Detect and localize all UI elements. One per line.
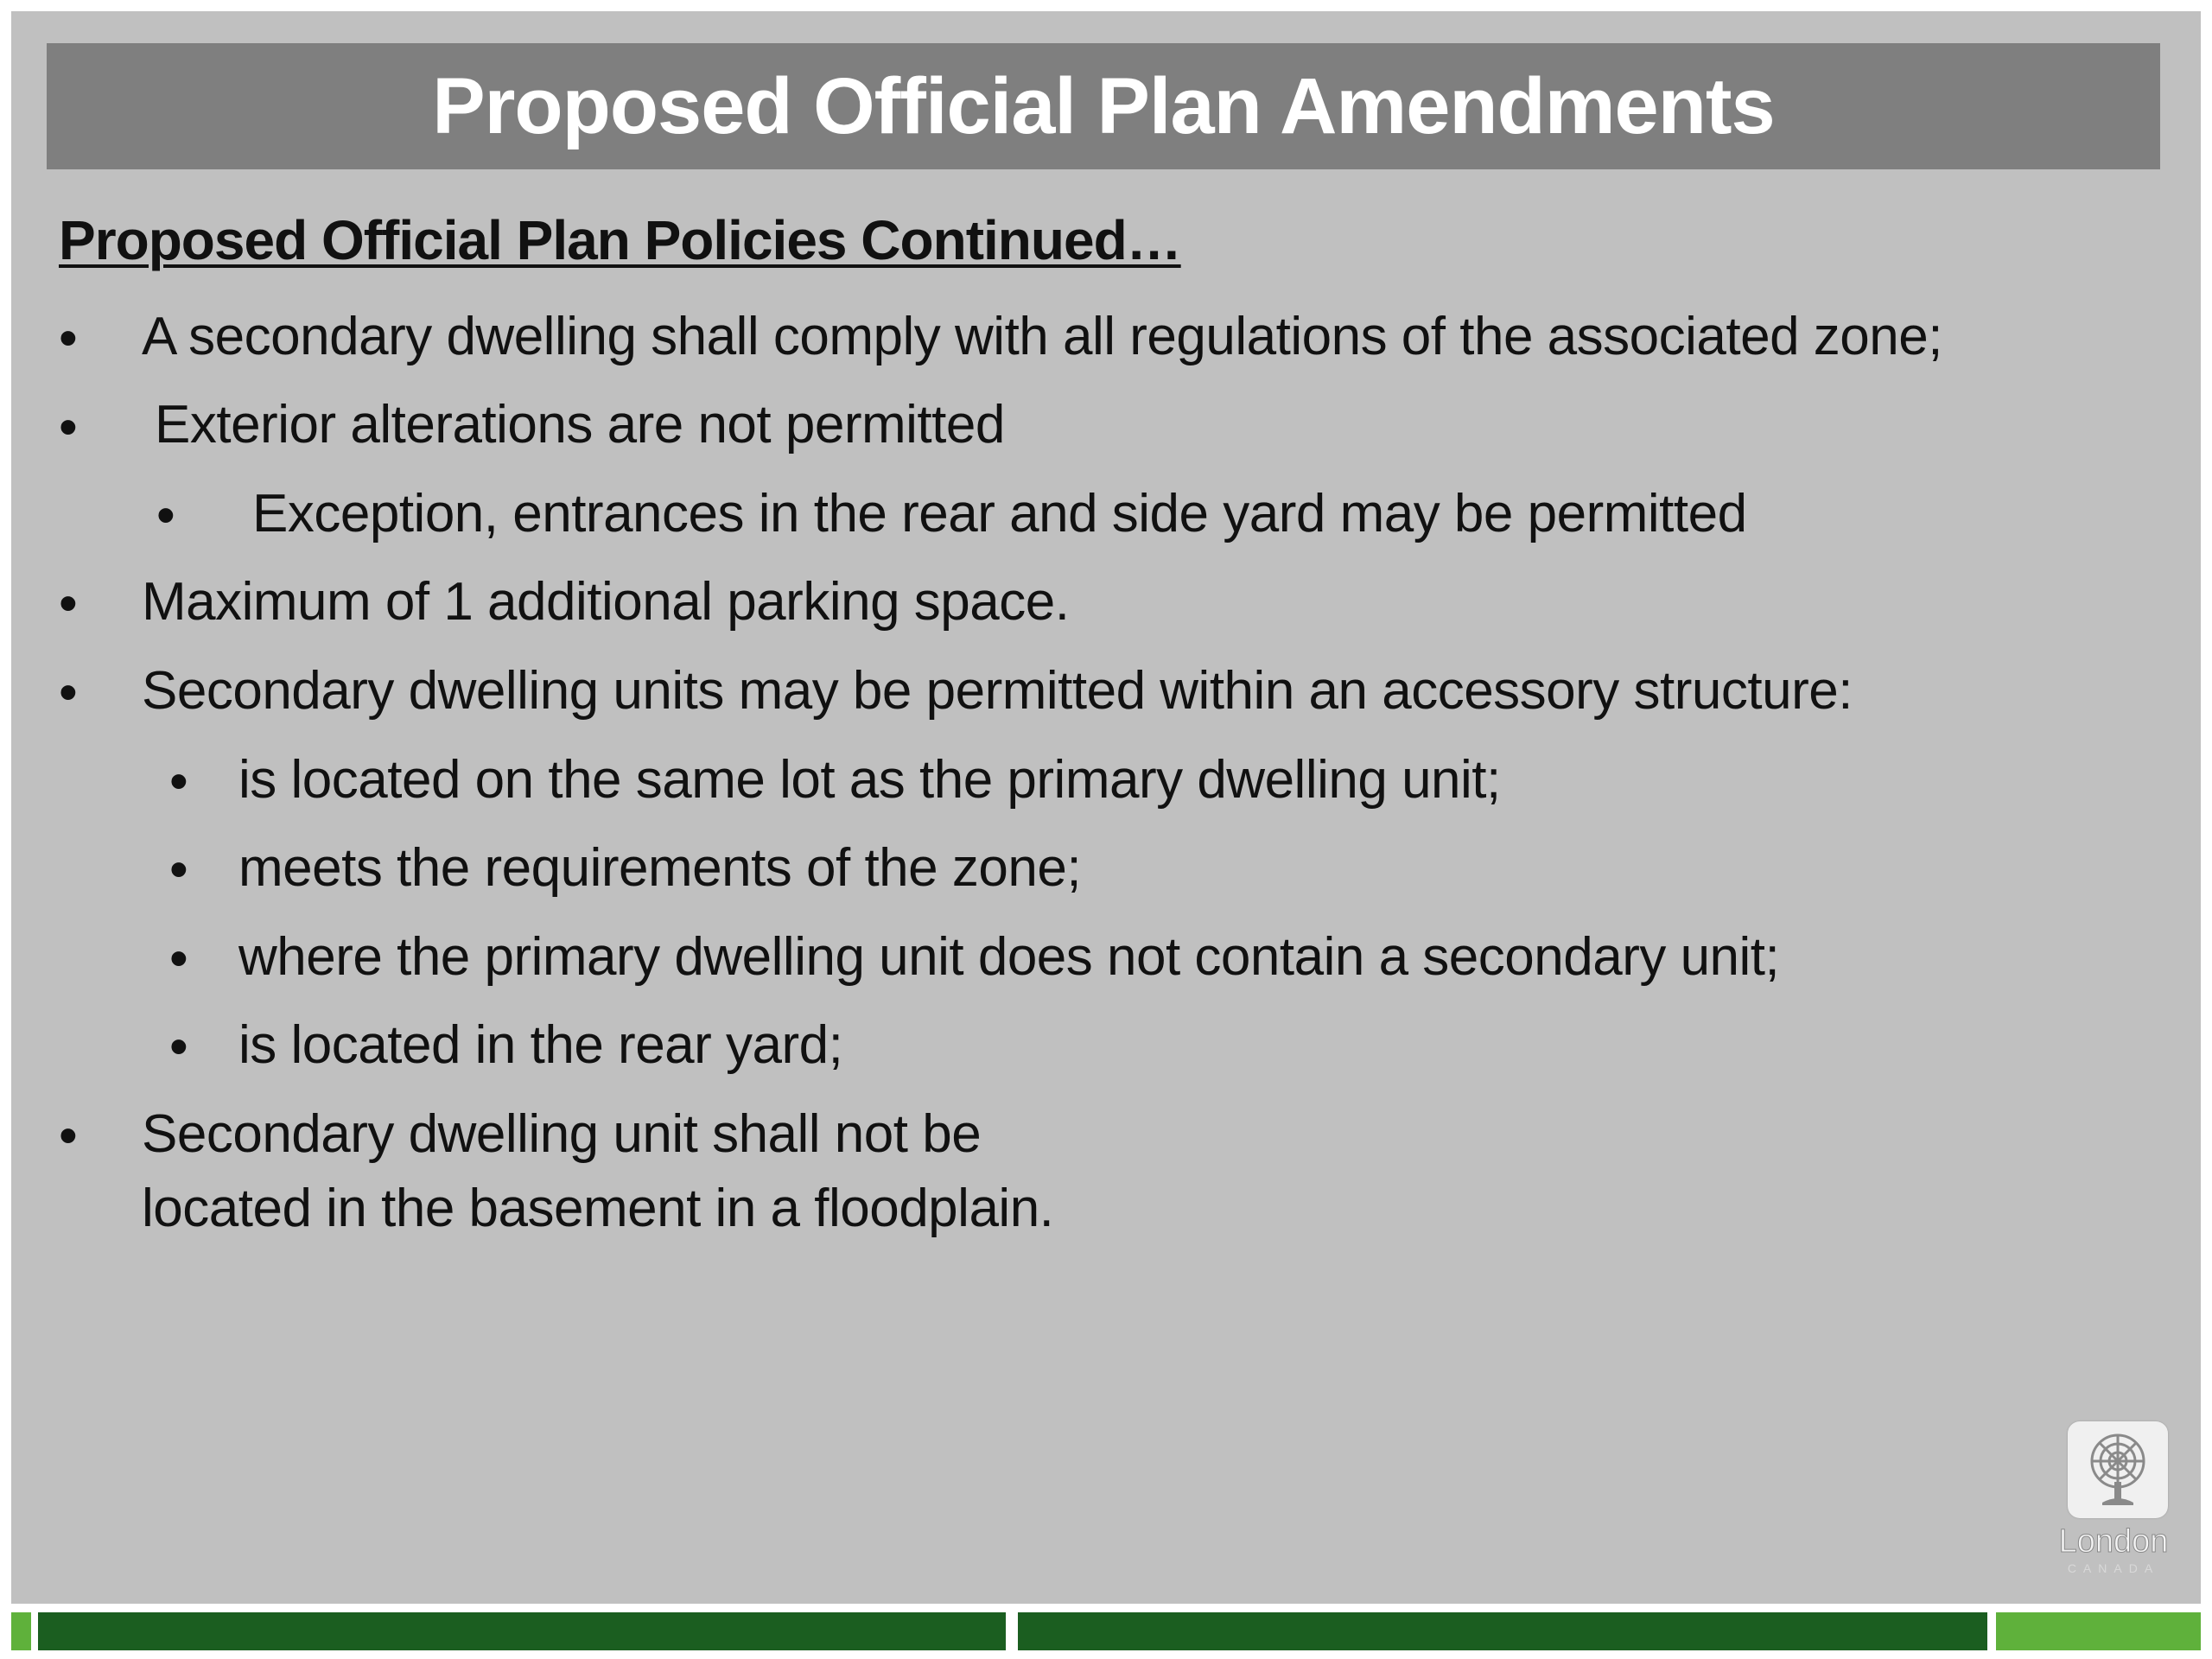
bullet-marker: • xyxy=(59,308,78,368)
policy-item: Exterior alterations are not permitted xyxy=(155,395,1005,454)
policy-sub-item: is located in the rear yard; xyxy=(238,1015,843,1075)
slide xyxy=(11,11,2201,1604)
policy-sub-item: Exception, entrances in the rear and side yard may be permitted xyxy=(252,484,1747,543)
sub-bullet-marker: • xyxy=(169,752,188,811)
policy-sub-item: meets the requirements of the zone; xyxy=(238,838,1082,898)
footer-bar-dark-left xyxy=(38,1612,1006,1650)
policy-item-continuation: located in the basement in a floodplain. xyxy=(142,1179,1054,1238)
policy-item: A secondary dwelling shall comply with all regulations of the associated zone; xyxy=(142,307,1942,366)
logo-city-name: London xyxy=(2058,1523,2169,1560)
sub-bullet-marker: • xyxy=(169,1017,188,1077)
tree-icon xyxy=(2068,1421,2168,1518)
footer-bar-light-right xyxy=(1996,1612,2201,1650)
policy-sub-item: where the primary dwelling unit does not contain a secondary unit; xyxy=(238,927,1780,987)
slide-title: Proposed Official Plan Amendments xyxy=(432,61,1775,150)
sub-bullet-marker: • xyxy=(169,840,188,899)
title-bar xyxy=(47,43,2160,169)
logo-badge xyxy=(2068,1421,2168,1518)
policy-item: Maximum of 1 additional parking space. xyxy=(142,572,1070,632)
section-heading: Proposed Official Plan Policies Continued… xyxy=(59,209,1181,271)
sub-bullet-marker: • xyxy=(156,486,175,545)
london-logo xyxy=(2049,1421,2178,1577)
logo-country: CANADA xyxy=(2067,1561,2160,1575)
bullet-marker: • xyxy=(59,397,78,457)
bullet-marker: • xyxy=(59,1106,78,1166)
sub-bullet-marker: • xyxy=(169,929,188,988)
footer-bar-light-left xyxy=(11,1612,31,1650)
policy-item: Secondary dwelling unit shall not be xyxy=(142,1104,982,1164)
policy-sub-item: is located on the same lot as the primary dwelling unit; xyxy=(238,750,1501,810)
bullet-marker: • xyxy=(59,574,78,633)
footer-bar-dark-right xyxy=(1018,1612,1987,1650)
bullet-marker: • xyxy=(59,663,78,722)
policy-item: Secondary dwelling units may be permitted within an accessory structure: xyxy=(142,661,1853,721)
